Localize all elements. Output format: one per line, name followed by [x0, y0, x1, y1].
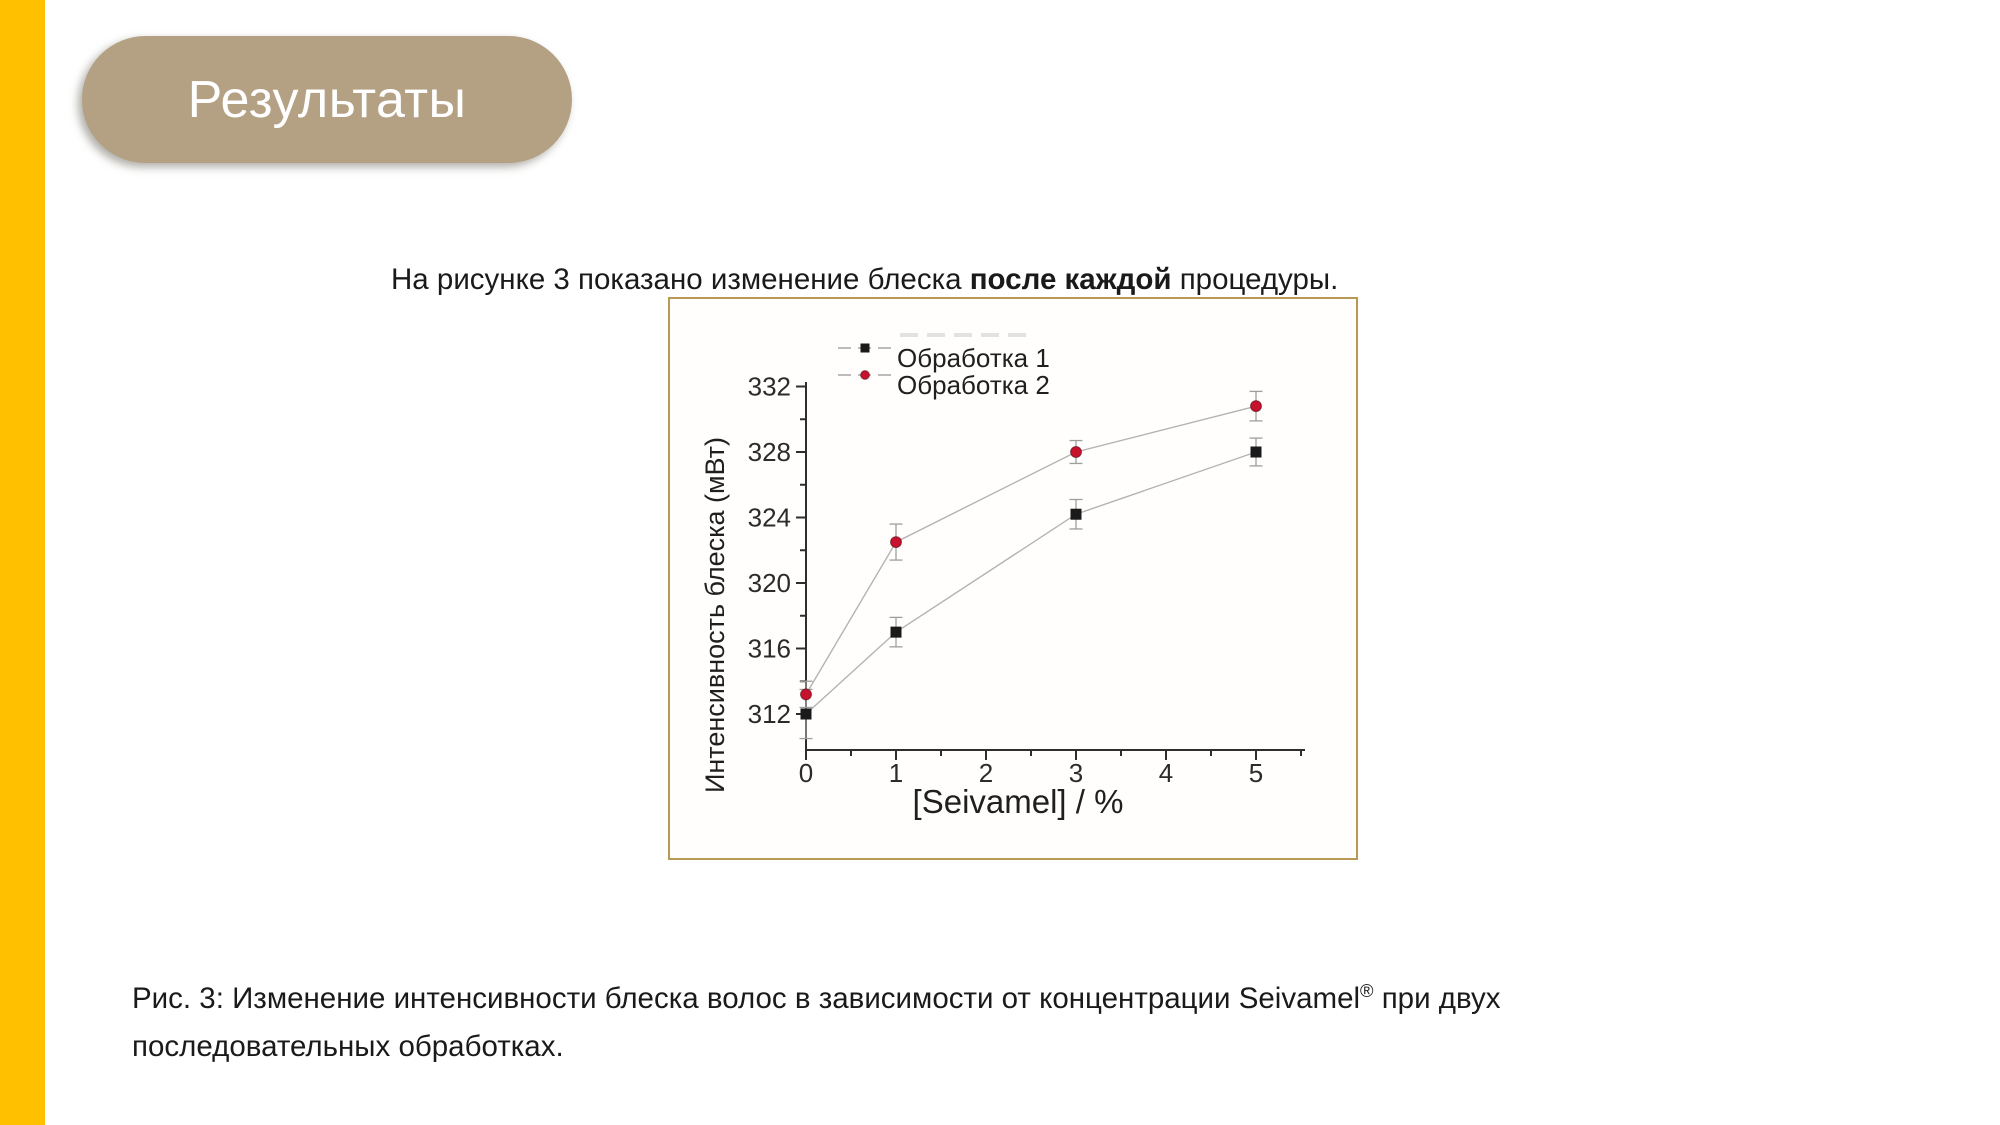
svg-text:5: 5 — [1248, 758, 1264, 788]
svg-text:328: 328 — [747, 437, 791, 467]
series-treatment-2 — [800, 391, 1263, 707]
axes — [797, 383, 1304, 759]
svg-text:312: 312 — [747, 699, 791, 729]
svg-text:Обработка 1: Обработка 1 — [897, 343, 1050, 373]
svg-text:316: 316 — [747, 633, 791, 664]
y-axis-title: Интенсивность блеска (мВт) — [700, 436, 730, 794]
tick-labels — [748, 372, 1264, 789]
svg-text:3: 3 — [1068, 758, 1084, 788]
svg-text:0: 0 — [798, 758, 814, 788]
x-axis-title: [Seivamel] / % — [912, 783, 1124, 820]
shine-chart — [670, 299, 1356, 858]
caption-line-1-tail: при двух — [1373, 981, 1501, 1015]
intro-suffix: процедуры. — [1171, 262, 1339, 296]
title-badge — [82, 36, 572, 163]
figure-panel — [668, 297, 1358, 860]
caption-line-1 — [132, 966, 1501, 1023]
registered-mark: ® — [1360, 979, 1374, 1001]
svg-text:324: 324 — [747, 502, 791, 533]
svg-text:320: 320 — [747, 568, 791, 598]
intro-text — [391, 263, 1338, 297]
chart-legend — [838, 335, 1050, 400]
svg-text:332: 332 — [747, 371, 791, 402]
caption-line-2: последовательных обработках. — [132, 1030, 564, 1064]
intro-prefix: На рисунке 3 показано изменение блеска — [391, 262, 970, 296]
figure-caption — [132, 966, 1501, 1072]
slide-title: Результаты — [187, 70, 467, 129]
svg-text:1: 1 — [888, 758, 904, 788]
intro-emphasis: после каждой — [969, 262, 1172, 296]
svg-text:4: 4 — [1158, 758, 1174, 788]
svg-text:2: 2 — [978, 758, 994, 788]
accent-bar — [0, 0, 45, 1125]
caption-line-1-text: Рис. 3: Изменение интенсивности блеска волос в зависимости от концентрации Seivamel — [132, 981, 1361, 1015]
svg-text:Обработка 2: Обработка 2 — [897, 370, 1050, 400]
